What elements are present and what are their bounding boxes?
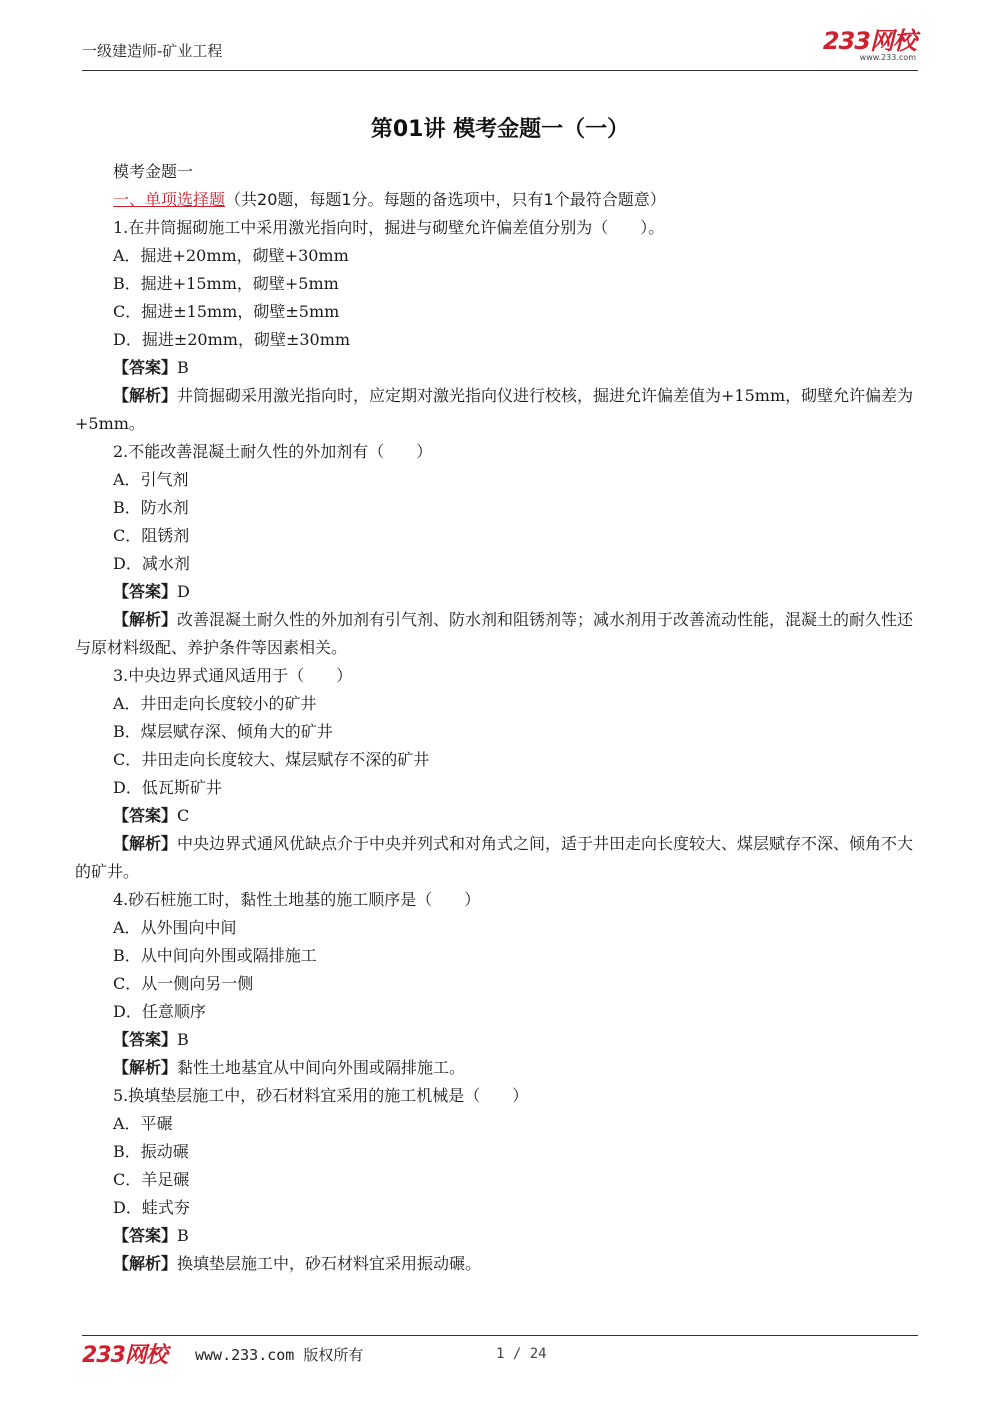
answer-line — [75, 578, 927, 606]
question-block — [75, 438, 927, 662]
answer-option: C．阻锈剂 — [113, 526, 190, 545]
analysis-line — [75, 1250, 927, 1278]
answer-option: A．井田走向长度较小的矿井 — [113, 694, 317, 713]
answer-value: B — [177, 1030, 189, 1049]
answer-option: D．低瓦斯矿井 — [113, 778, 222, 797]
question-list — [75, 214, 927, 1278]
analysis-text: 中央边界式通风优缺点介于中央并列式和对角式之间，适于井田走向长度较大、煤层赋存不深、倾角不大的矿井。 — [75, 834, 914, 881]
answer-value: B — [177, 1226, 189, 1245]
analysis-text: 改善混凝土耐久性的外加剂有引气剂、防水剂和阻锈剂等；减水剂用于改善流动性能，混凝土的耐久性还与原材料级配、养护条件等因素相关。 — [75, 610, 914, 657]
answer-label: 【答案】 — [113, 1030, 178, 1049]
exam-name: 模考金题一 — [113, 162, 194, 181]
answer-option: C．井田走向长度较大、煤层赋存不深的矿井 — [113, 750, 430, 769]
answer-value: C — [177, 806, 190, 825]
answer-option: A．从外围向中间 — [113, 918, 237, 937]
question-block — [75, 1082, 927, 1278]
analysis-label: 【解析】 — [113, 386, 178, 405]
analysis-line — [75, 606, 927, 662]
section-title-link[interactable]: 一、单项选择题 — [113, 190, 226, 209]
analysis-line — [75, 1054, 927, 1082]
answer-option: D．减水剂 — [113, 554, 190, 573]
page-number: 1 / 24 — [496, 1346, 547, 1362]
question-stem: 2.不能改善混凝土耐久性的外加剂有（ ） — [113, 442, 433, 461]
analysis-label: 【解析】 — [113, 610, 178, 629]
answer-label: 【答案】 — [113, 1226, 178, 1245]
analysis-label: 【解析】 — [113, 834, 178, 853]
logo-url: www.233.com — [859, 53, 916, 62]
analysis-text: 黏性土地基宜从中间向外围或隔排施工。 — [177, 1058, 466, 1077]
header-divider — [82, 70, 918, 71]
question-stem: 5.换填垫层施工中，砂石材料宜采用的施工机械是（ ） — [113, 1086, 529, 1105]
answer-option: A．掘进+20mm，砌壁+30mm — [113, 246, 349, 265]
answer-line — [75, 1222, 927, 1250]
answer-option: A．引气剂 — [113, 470, 189, 489]
answer-option: D．掘进±20mm，砌壁±30mm — [113, 330, 351, 349]
question-block — [75, 886, 927, 1082]
answer-value: B — [177, 358, 189, 377]
answer-option: D．任意顺序 — [113, 1002, 206, 1021]
section-heading — [75, 186, 927, 214]
logo-text: 233网校 — [822, 27, 916, 55]
analysis-text: 井筒掘砌采用激光指向时，应定期对激光指向仪进行校核，掘进允许偏差值为+15mm，砌壁允许偏差为+5mm。 — [75, 386, 914, 433]
answer-line — [75, 1026, 927, 1054]
question-block — [75, 662, 927, 886]
footer-copyright: www.233.com 版权所有 — [195, 1346, 364, 1364]
answer-option: B．从中间向外围或隔排施工 — [113, 946, 317, 965]
page-title: 第01讲 模考金题一（一） — [370, 117, 630, 142]
answer-label: 【答案】 — [113, 806, 178, 825]
answer-label: 【答案】 — [113, 582, 178, 601]
analysis-label: 【解析】 — [113, 1058, 178, 1077]
answer-option: D．蛙式夯 — [113, 1198, 190, 1217]
footer-logo: 233网校 — [82, 1343, 167, 1368]
question-stem: 3.中央边界式通风适用于（ ） — [113, 666, 353, 685]
answer-line — [75, 802, 927, 830]
answer-option: B．煤层赋存深、倾角大的矿井 — [113, 722, 333, 741]
answer-option: B．掘进+15mm，砌壁+5mm — [113, 274, 339, 293]
answer-option: C．羊足碾 — [113, 1170, 190, 1189]
header-title: 一级建造师-矿业工程 — [82, 42, 223, 60]
question-block — [75, 214, 927, 438]
answer-option: C．掘进±15mm，砌壁±5mm — [113, 302, 340, 321]
question-stem: 1.在井筒掘砌施工中采用激光指向时，掘进与砌壁允许偏差值分别为（ ）。 — [113, 218, 665, 237]
question-stem: 4.砂石桩施工时，黏性土地基的施工顺序是（ ） — [113, 890, 481, 909]
analysis-line — [75, 830, 927, 886]
answer-option: B．防水剂 — [113, 498, 189, 517]
footer-divider — [82, 1335, 918, 1336]
brand-logo — [823, 28, 916, 62]
analysis-label: 【解析】 — [113, 1254, 178, 1273]
answer-line — [75, 354, 927, 382]
section-title-note: （共20题，每题1分。每题的备选项中，只有1个最符合题意） — [225, 190, 666, 209]
answer-label: 【答案】 — [113, 358, 178, 377]
answer-option: C．从一侧向另一侧 — [113, 974, 254, 993]
document-body — [75, 158, 927, 1278]
answer-option: B．振动碾 — [113, 1142, 189, 1161]
analysis-line — [75, 382, 927, 438]
answer-option: A．平碾 — [113, 1114, 173, 1133]
answer-value: D — [177, 582, 190, 601]
analysis-text: 换填垫层施工中，砂石材料宜采用振动碾。 — [177, 1254, 482, 1273]
